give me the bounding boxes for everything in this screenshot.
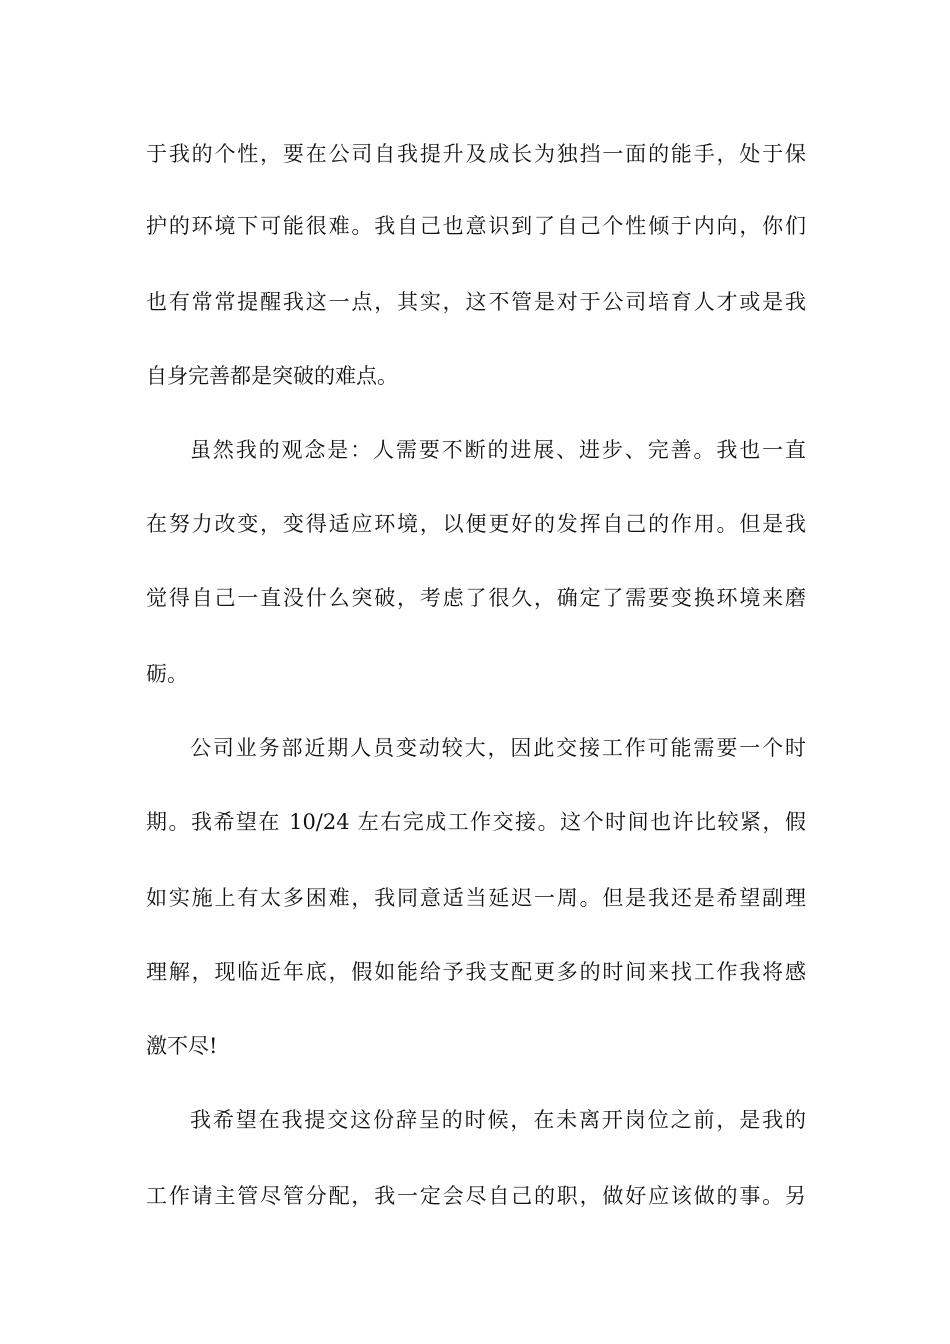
text-line: 砺。 [146, 662, 188, 686]
text-line: 工作请主管尽管分配，我一定会尽自己的职，做好应该做的事。另 [146, 1184, 806, 1208]
text-line: 期。我希望在 10/24 左右完成工作交接。这个时间也许比较紧，假 [146, 810, 806, 834]
paragraph-first-line: 虽然我的观念是：人需要不断的进展、进步、完善。我也一直 [190, 438, 806, 462]
text-line: 激不尽! [146, 1034, 218, 1058]
text-line: 于我的个性，要在公司自我提升及成长为独挡一面的能手，处于保 [146, 142, 806, 166]
text-line: 护的环境下可能很难。我自己也意识到了自己个性倾于内向，你们 [146, 214, 806, 238]
paragraph-first-line: 公司业务部近期人员变动较大，因此交接工作可能需要一个时 [190, 736, 806, 760]
text-line: 也有常常提醒我这一点，其实，这不管是对于公司培育人才或是我 [146, 290, 806, 314]
text-line: 在努力改变，变得适应环境，以便更好的发挥自己的作用。但是我 [146, 512, 806, 536]
text-line: 觉得自己一直没什么突破，考虑了很久，确定了需要变换环境来磨 [146, 586, 806, 610]
text-line: 如实施上有太多困难，我同意适当延迟一周。但是我还是希望副理 [146, 886, 806, 910]
text-line: 自身完善都是突破的难点。 [146, 364, 398, 388]
text-line: 理解，现临近年底，假如能给予我支配更多的时间来找工作我将感 [146, 960, 806, 984]
paragraph-first-line: 我希望在我提交这份辞呈的时候，在未离开岗位之前，是我的 [190, 1108, 806, 1132]
